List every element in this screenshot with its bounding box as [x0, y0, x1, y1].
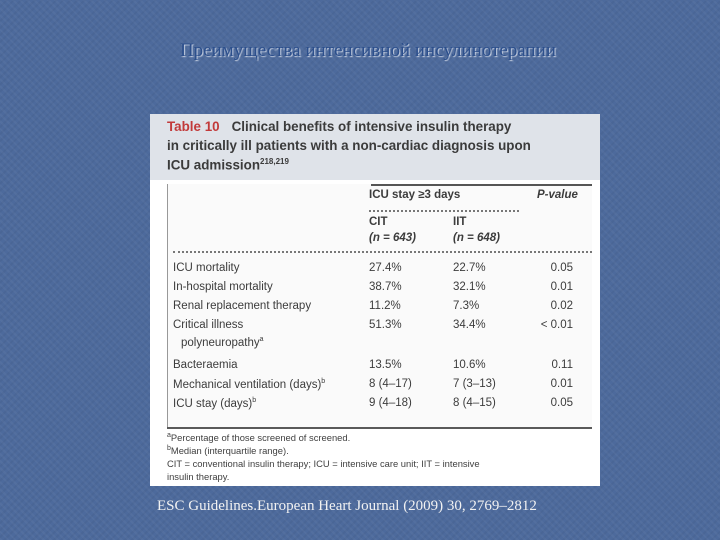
- caption-line-2: in critically ill patients with a non-cardiac diagnosis upon: [167, 138, 531, 153]
- row-iit: 10.6%: [453, 359, 486, 371]
- row-label: [173, 397, 256, 410]
- row-label: Renal replacement therapy: [173, 300, 312, 312]
- table-number: Table 10: [167, 119, 220, 134]
- footnote-marker: a: [259, 336, 264, 343]
- row-pvalue: 0.02: [550, 300, 573, 312]
- footnote-abbreviations-cont: insulin therapy.: [167, 471, 230, 482]
- footnote-b: [167, 445, 289, 456]
- row-label: ICU mortality: [173, 262, 240, 274]
- row-label-text: Mechanical ventilation (days): [173, 378, 322, 391]
- row-label: [173, 378, 325, 391]
- row-pvalue: 0.05: [550, 397, 573, 409]
- table-left-border: [167, 184, 168, 427]
- caption-line-1: [167, 119, 511, 134]
- row-iit: 32.1%: [453, 281, 486, 293]
- row-cit: 13.5%: [369, 359, 402, 371]
- row-label-cont-text: polyneuropathy: [181, 336, 260, 349]
- row-pvalue: 0.01: [550, 281, 573, 293]
- footnote-marker: b: [252, 397, 257, 404]
- col-iit-n: (n = 648): [453, 232, 500, 244]
- data-table: [167, 184, 592, 429]
- footnote-b-mark: b: [167, 445, 171, 452]
- header-divider: [173, 251, 592, 253]
- footnote-a-text: Percentage of those screened of screened.: [170, 432, 351, 444]
- group-header: ICU stay ≥3 days: [369, 189, 461, 201]
- footnote-marker: b: [321, 378, 326, 385]
- footnote-abbreviations: CIT = conventional insulin therapy; ICU = intensive care unit; IIT = intensive: [167, 458, 480, 469]
- slide-title: Преимущества интенсивной инсулинотерапии: [179, 40, 557, 61]
- caption-reference: 218,219: [260, 157, 289, 166]
- row-cit: 8 (4–17): [369, 378, 412, 390]
- row-iit: 7 (3–13): [453, 378, 496, 390]
- row-pvalue: 0.05: [550, 262, 573, 274]
- row-cit: 51.3%: [369, 319, 402, 331]
- table-caption: [150, 114, 600, 180]
- table-image: [150, 114, 600, 486]
- caption-text-1: Clinical benefits of intensive insulin therapy: [231, 119, 512, 134]
- row-cit: 9 (4–18): [369, 397, 412, 409]
- row-label-continued: [181, 336, 264, 349]
- row-cit: 38.7%: [369, 281, 402, 293]
- caption-line-3: [167, 157, 289, 172]
- row-label: Critical illness: [173, 319, 244, 331]
- col-cit-name: CIT: [369, 216, 388, 228]
- footnote-a-mark: a: [167, 432, 171, 439]
- row-label: In-hospital mortality: [173, 281, 273, 293]
- row-label: Bacteraemia: [173, 359, 238, 371]
- source-citation: ESC Guidelines.European Heart Journal (2009) 30, 2769–2812: [157, 498, 537, 514]
- group-divider: [369, 210, 519, 212]
- row-pvalue: 0.11: [551, 359, 573, 371]
- row-iit: 22.7%: [453, 262, 486, 274]
- row-pvalue: 0.01: [550, 378, 573, 390]
- footnote-b-text: Median (interquartile range).: [170, 445, 289, 457]
- row-iit: 8 (4–15): [453, 397, 496, 409]
- row-cit: 11.2%: [369, 300, 401, 312]
- caption-text-3: ICU admission: [167, 157, 261, 173]
- col-iit-name: IIT: [453, 216, 467, 228]
- row-cit: 27.4%: [369, 262, 402, 274]
- row-iit: 7.3%: [453, 300, 480, 312]
- pvalue-header: P-value: [537, 189, 578, 201]
- row-pvalue: < 0.01: [540, 319, 573, 331]
- row-iit: 34.4%: [453, 319, 486, 331]
- footnote-a: [167, 432, 350, 443]
- col-cit-n: (n = 643): [369, 232, 416, 244]
- header-rule: [371, 184, 592, 186]
- row-label-text: ICU stay (days): [173, 397, 253, 410]
